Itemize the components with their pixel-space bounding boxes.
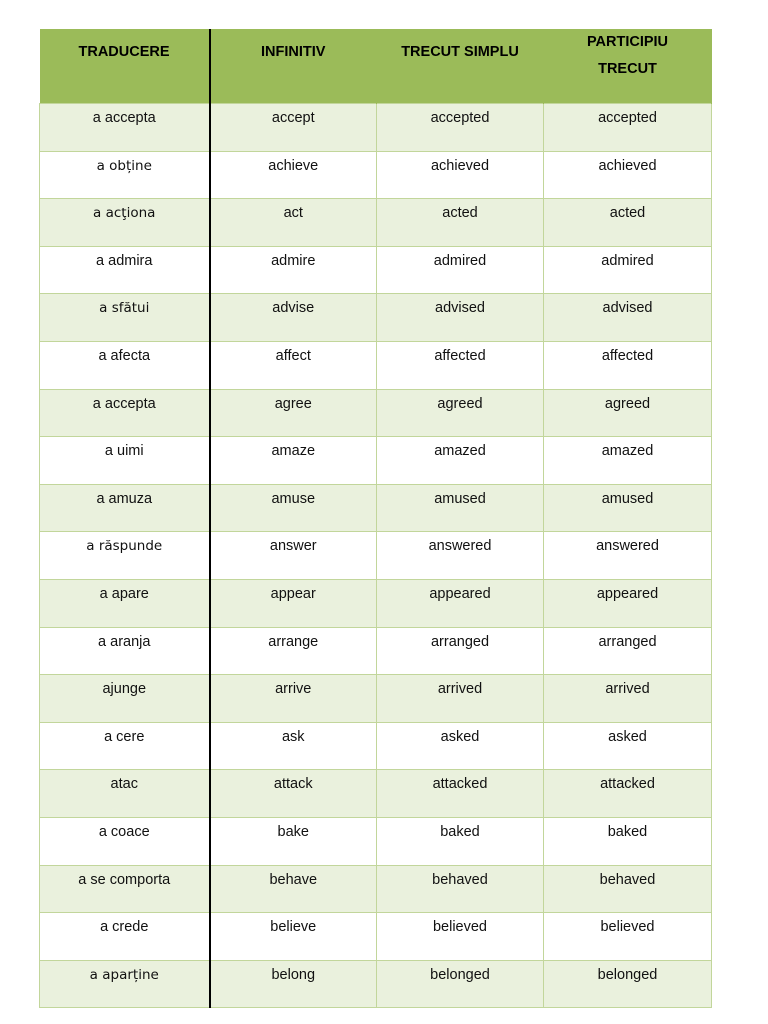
cell-trecut-simplu bbox=[377, 151, 544, 199]
cell-traducere bbox=[40, 532, 210, 580]
table-header bbox=[40, 29, 712, 104]
cell-traducere-text: a admira bbox=[96, 252, 153, 269]
header-trecut-simplu-label: TRECUT SIMPLU bbox=[401, 44, 519, 60]
cell-participiu bbox=[544, 437, 712, 485]
cell-traducere-text: a aranja bbox=[98, 633, 151, 650]
header-traducere bbox=[40, 29, 210, 104]
cell-infinitiv-text: act bbox=[283, 205, 303, 222]
cell-trecut-simplu-text: agreed bbox=[437, 395, 483, 412]
header-infinitiv-label: INFINITIV bbox=[261, 44, 326, 60]
cell-participiu-text: amazed bbox=[601, 443, 654, 460]
cell-infinitiv bbox=[210, 437, 377, 485]
cell-trecut-simplu-text: answered bbox=[428, 538, 492, 555]
table-row bbox=[40, 151, 712, 199]
cell-participiu-text: advised bbox=[602, 300, 653, 317]
cell-trecut-simplu bbox=[377, 199, 544, 247]
cell-participiu-text: amused bbox=[601, 490, 654, 507]
cell-participiu bbox=[544, 341, 712, 389]
cell-participiu bbox=[544, 865, 712, 913]
cell-trecut-simplu-text: accepted bbox=[430, 110, 490, 126]
cell-traducere-text: atac bbox=[110, 776, 138, 793]
cell-traducere-text: a răspunde bbox=[86, 538, 163, 555]
header-participiu-trecut-label bbox=[544, 29, 711, 83]
cell-participiu bbox=[544, 104, 712, 152]
table-row bbox=[40, 246, 712, 294]
cell-participiu-text: answered bbox=[596, 538, 659, 555]
cell-trecut-simplu bbox=[377, 865, 544, 913]
header-row bbox=[40, 29, 712, 104]
header-infinitiv bbox=[210, 29, 377, 104]
table-row bbox=[40, 960, 712, 1008]
cell-participiu bbox=[544, 913, 712, 961]
cell-traducere bbox=[40, 389, 210, 437]
header-traducere-label: TRADUCERE bbox=[78, 44, 170, 60]
cell-participiu bbox=[544, 817, 712, 865]
cell-infinitiv bbox=[210, 484, 377, 532]
table-row bbox=[40, 104, 712, 152]
cell-infinitiv bbox=[210, 770, 377, 818]
cell-trecut-simplu bbox=[377, 675, 544, 723]
cell-traducere bbox=[40, 817, 210, 865]
cell-participiu-text: accepted bbox=[598, 110, 657, 126]
cell-participiu-text: believed bbox=[600, 919, 655, 936]
cell-traducere-text: a acţiona bbox=[93, 205, 156, 222]
cell-trecut-simplu bbox=[377, 817, 544, 865]
cell-traducere-text: a sfătui bbox=[99, 300, 150, 317]
cell-infinitiv-text: admire bbox=[271, 252, 316, 269]
cell-infinitiv bbox=[210, 389, 377, 437]
cell-infinitiv-text: ask bbox=[281, 728, 305, 745]
cell-trecut-simplu bbox=[377, 532, 544, 580]
table-row bbox=[40, 294, 712, 342]
cell-infinitiv-text: appear bbox=[270, 585, 316, 602]
cell-participiu-text: belonged bbox=[597, 966, 658, 983]
cell-trecut-simplu bbox=[377, 246, 544, 294]
cell-participiu bbox=[544, 722, 712, 770]
cell-infinitiv-text: advise bbox=[272, 300, 315, 317]
table-row bbox=[40, 675, 712, 723]
cell-trecut-simplu bbox=[377, 960, 544, 1008]
cell-traducere bbox=[40, 437, 210, 485]
table-row bbox=[40, 770, 712, 818]
header-participiu-trecut bbox=[544, 29, 712, 104]
cell-infinitiv bbox=[210, 627, 377, 675]
cell-infinitiv-text: accept bbox=[271, 110, 315, 126]
cell-infinitiv-text: believe bbox=[270, 919, 317, 936]
cell-participiu bbox=[544, 627, 712, 675]
cell-trecut-simplu bbox=[377, 627, 544, 675]
cell-trecut-simplu-text: behaved bbox=[432, 871, 488, 888]
cell-participiu bbox=[544, 294, 712, 342]
cell-infinitiv-text: achieve bbox=[268, 157, 319, 174]
table-row bbox=[40, 865, 712, 913]
cell-traducere bbox=[40, 675, 210, 723]
cell-trecut-simplu bbox=[377, 579, 544, 627]
table-row bbox=[40, 627, 712, 675]
cell-participiu-text: arranged bbox=[598, 633, 657, 650]
cell-infinitiv-text: belong bbox=[271, 966, 316, 983]
cell-traducere-text: a se comporta bbox=[78, 871, 171, 888]
cell-infinitiv-text: amuse bbox=[271, 490, 316, 507]
header-participiu-line1: PARTICIPIU bbox=[586, 34, 669, 50]
cell-participiu bbox=[544, 484, 712, 532]
cell-infinitiv bbox=[210, 104, 377, 152]
cell-participiu-text: behaved bbox=[599, 871, 656, 888]
cell-traducere-text: a uimi bbox=[104, 443, 144, 460]
cell-trecut-simplu-text: achieved bbox=[430, 157, 490, 174]
header-trecut-simplu bbox=[377, 29, 544, 104]
cell-participiu bbox=[544, 960, 712, 1008]
cell-participiu-text: arrived bbox=[605, 681, 650, 698]
cell-infinitiv-text: arrive bbox=[275, 681, 312, 698]
table-row bbox=[40, 389, 712, 437]
cell-infinitiv bbox=[210, 675, 377, 723]
cell-infinitiv-text: bake bbox=[277, 823, 309, 840]
cell-participiu-text: acted bbox=[609, 205, 646, 222]
cell-traducere-text: a crede bbox=[100, 919, 149, 936]
cell-traducere bbox=[40, 294, 210, 342]
cell-participiu-text: affected bbox=[601, 347, 654, 364]
cell-infinitiv-text: attack bbox=[273, 776, 313, 793]
table-row bbox=[40, 341, 712, 389]
cell-trecut-simplu bbox=[377, 389, 544, 437]
cell-trecut-simplu-text: amused bbox=[434, 490, 486, 507]
cell-traducere bbox=[40, 246, 210, 294]
cell-trecut-simplu-text: appeared bbox=[429, 585, 491, 602]
cell-participiu bbox=[544, 532, 712, 580]
cell-infinitiv-text: answer bbox=[269, 538, 317, 555]
cell-traducere-text: a aparține bbox=[89, 966, 159, 983]
cell-trecut-simplu bbox=[377, 913, 544, 961]
cell-participiu bbox=[544, 675, 712, 723]
cell-trecut-simplu-text: belonged bbox=[430, 966, 490, 983]
cell-trecut-simplu-text: advised bbox=[435, 300, 485, 317]
table-body bbox=[40, 104, 712, 1008]
cell-participiu-text: achieved bbox=[598, 157, 657, 174]
cell-infinitiv bbox=[210, 246, 377, 294]
cell-trecut-simplu-text: asked bbox=[440, 728, 480, 745]
table-row bbox=[40, 437, 712, 485]
cell-trecut-simplu-text: baked bbox=[440, 823, 480, 840]
cell-traducere bbox=[40, 960, 210, 1008]
cell-traducere-text: a afecta bbox=[98, 347, 151, 364]
cell-infinitiv-text: affect bbox=[275, 347, 311, 364]
cell-trecut-simplu-text: arrived bbox=[437, 681, 483, 698]
cell-traducere bbox=[40, 865, 210, 913]
table-row bbox=[40, 817, 712, 865]
cell-trecut-simplu bbox=[377, 770, 544, 818]
cell-trecut-simplu-text: affected bbox=[434, 347, 486, 364]
cell-traducere-text: a coace bbox=[98, 823, 150, 840]
cell-participiu-text: baked bbox=[607, 823, 648, 840]
cell-trecut-simplu bbox=[377, 294, 544, 342]
cell-participiu-text: asked bbox=[608, 728, 647, 745]
cell-traducere-text: a amuza bbox=[96, 490, 153, 507]
cell-infinitiv bbox=[210, 913, 377, 961]
cell-participiu bbox=[544, 579, 712, 627]
cell-trecut-simplu-text: arranged bbox=[430, 633, 490, 650]
cell-traducere-text: a cere bbox=[104, 728, 145, 745]
cell-participiu bbox=[544, 389, 712, 437]
cell-traducere bbox=[40, 151, 210, 199]
cell-participiu bbox=[544, 199, 712, 247]
cell-traducere-text: a accepta bbox=[92, 110, 156, 126]
cell-trecut-simplu bbox=[377, 341, 544, 389]
cell-traducere bbox=[40, 627, 210, 675]
cell-infinitiv bbox=[210, 817, 377, 865]
cell-participiu-text: attacked bbox=[600, 776, 655, 793]
cell-traducere-text: ajunge bbox=[102, 681, 147, 698]
cell-traducere bbox=[40, 199, 210, 247]
cell-participiu bbox=[544, 151, 712, 199]
cell-infinitiv bbox=[210, 865, 377, 913]
cell-traducere bbox=[40, 722, 210, 770]
cell-trecut-simplu bbox=[377, 437, 544, 485]
cell-infinitiv bbox=[210, 151, 377, 199]
cell-trecut-simplu bbox=[377, 722, 544, 770]
cell-infinitiv-text: arrange bbox=[268, 633, 319, 650]
table-row bbox=[40, 199, 712, 247]
cell-trecut-simplu-text: believed bbox=[432, 919, 487, 936]
cell-traducere bbox=[40, 341, 210, 389]
cell-participiu-text: admired bbox=[601, 252, 654, 269]
cell-participiu bbox=[544, 246, 712, 294]
cell-infinitiv bbox=[210, 579, 377, 627]
cell-traducere bbox=[40, 484, 210, 532]
table-row bbox=[40, 532, 712, 580]
cell-participiu-text: agreed bbox=[604, 395, 651, 412]
table-row bbox=[40, 722, 712, 770]
cell-participiu bbox=[544, 770, 712, 818]
cell-traducere-text: a apare bbox=[99, 585, 149, 602]
cell-infinitiv bbox=[210, 960, 377, 1008]
cell-infinitiv bbox=[210, 722, 377, 770]
cell-traducere bbox=[40, 104, 210, 152]
cell-infinitiv bbox=[210, 341, 377, 389]
cell-traducere bbox=[40, 579, 210, 627]
table-row bbox=[40, 579, 712, 627]
cell-infinitiv bbox=[210, 199, 377, 247]
verb-table bbox=[39, 29, 712, 1008]
cell-infinitiv-text: behave bbox=[269, 871, 318, 888]
cell-infinitiv-text: agree bbox=[274, 395, 312, 412]
table-row bbox=[40, 484, 712, 532]
cell-infinitiv-text: amaze bbox=[271, 443, 316, 460]
cell-traducere bbox=[40, 913, 210, 961]
cell-traducere-text: a obține bbox=[96, 157, 152, 174]
header-participiu-line2: TRECUT bbox=[598, 61, 657, 77]
cell-traducere bbox=[40, 770, 210, 818]
cell-traducere-text: a accepta bbox=[92, 395, 156, 412]
cell-trecut-simplu bbox=[377, 104, 544, 152]
cell-participiu-text: appeared bbox=[596, 585, 659, 602]
cell-trecut-simplu-text: amazed bbox=[434, 443, 486, 460]
cell-trecut-simplu-text: admired bbox=[433, 252, 487, 269]
cell-infinitiv bbox=[210, 532, 377, 580]
cell-trecut-simplu-text: acted bbox=[442, 205, 478, 222]
cell-trecut-simplu bbox=[377, 484, 544, 532]
cell-infinitiv bbox=[210, 294, 377, 342]
cell-trecut-simplu-text: attacked bbox=[432, 776, 488, 793]
table-row bbox=[40, 913, 712, 961]
